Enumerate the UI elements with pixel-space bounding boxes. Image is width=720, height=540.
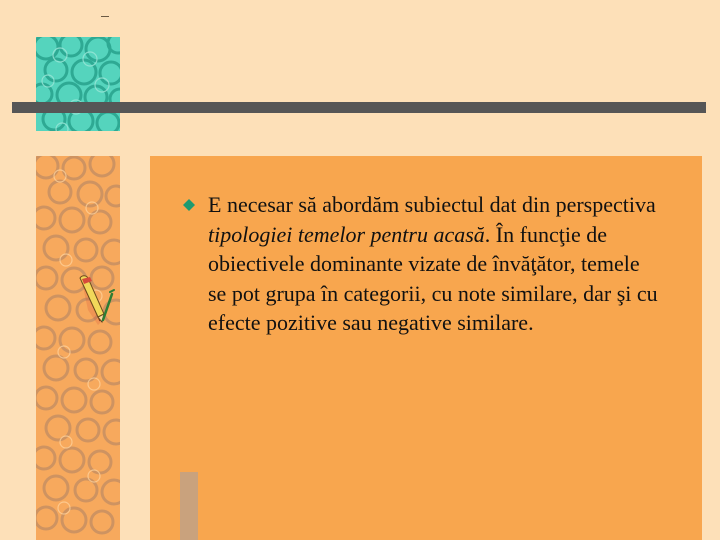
bullet-list-item bbox=[183, 190, 663, 338]
paragraph-part-1: E necesar să abordăm subiectul dat din perspectiva bbox=[208, 192, 656, 217]
teal-pattern-tile bbox=[36, 37, 120, 131]
pencil-icon bbox=[76, 272, 118, 328]
diamond-bullet-icon bbox=[183, 198, 195, 210]
teal-rings-pattern bbox=[36, 37, 120, 131]
paragraph-part-2: . În funcţie de obiectivele dominante vizate de învăţător, temele se pot grupa în categorii, cu note similare, dar şi cu efecte pozitive sau negative similare. bbox=[208, 221, 658, 335]
bullet-paragraph bbox=[208, 190, 663, 338]
paragraph-emphasis: tipologiei temelor pentru acasă bbox=[208, 221, 485, 247]
bottom-accent-block bbox=[180, 472, 198, 540]
top-tick-mark bbox=[101, 16, 109, 17]
decorative-side-strip bbox=[36, 156, 120, 540]
rings-pattern-strip bbox=[36, 156, 120, 540]
title-separator-rule bbox=[12, 102, 706, 113]
